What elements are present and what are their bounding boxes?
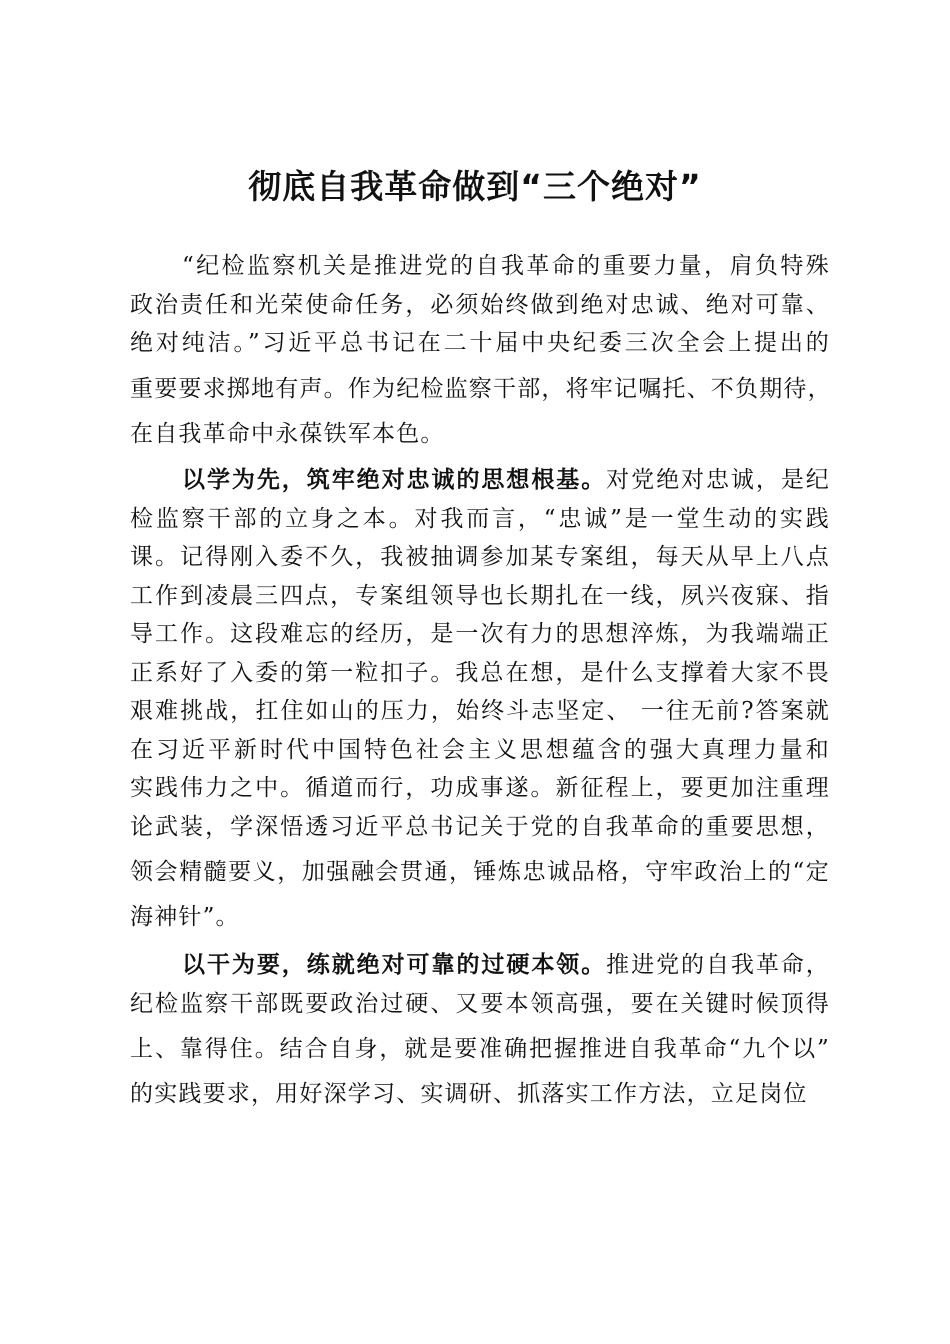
paragraph-line: “纪检监察机关是推进党的自我革命的重要力量，肩负特殊: [182, 253, 830, 279]
paragraph-line: 检监察干部的立身之本。对我而言，“忠诚”是一堂生动的实践: [130, 505, 830, 532]
paragraph-line: 在自我革命中永葆铁军本色。: [130, 420, 445, 447]
paragraph-line: 重要要求掷地有声。作为纪检监察干部，将牢记嘱托、不负期待，: [130, 375, 832, 402]
paragraph-3: [130, 946, 830, 1114]
paragraph-first-line: [130, 946, 830, 985]
paragraph-line: 艰难挑战，扛住如山的压力，始终斗志坚定、 一往无前?答案就: [130, 698, 830, 724]
paragraph-line: 政治责任和光荣使命任务，必须始终做到绝对忠诚、绝对可靠、: [130, 291, 830, 318]
paragraph-line: 导工作。这段难忘的经历，是一次有力的思想淬炼，为我端端正: [130, 621, 830, 647]
paragraph-line: 课。记得刚入委不久，我被抽调参加某专案组，每天从早上八点: [130, 544, 830, 570]
paragraph-line: 纪检监察干部既要政治过硬、又要本领高强，要在关键时候顶得: [130, 990, 830, 1017]
paragraph-first-line: [130, 461, 830, 500]
paragraph-line: 在习近平新时代中国特色社会主义思想蕴含的强大真理力量和: [130, 736, 830, 763]
paragraph-line: 实践伟力之中。循道而行，功成事遂。新征程上，要更加注重理: [130, 775, 830, 801]
paragraph-line: 领会精髓要义，加强融会贯通，锤炼忠诚品格，守牢政治上的“定: [130, 859, 830, 885]
paragraph-lead-heading: 以学为先，筑牢绝对忠诚的思想根基。: [182, 467, 607, 493]
document-title: 彻底自我革命做到“三个绝对”: [248, 167, 702, 206]
paragraph-1: [130, 247, 830, 453]
paragraph-line: 正系好了入委的第一粒扣子。我总在想，是什么支撑着大家不畏: [130, 659, 830, 686]
paragraph-line: 论武装，学深悟透习近平总书记关于党的自我革命的重要思想，: [130, 813, 830, 840]
paragraph-line: 上、靠得住。结合自身，就是要准确把握推进自我革命“九个以”: [130, 1036, 830, 1062]
paragraph-line: 工作到凌晨三四点，专案组领导也长期扎在一线，夙兴夜寐、指: [130, 582, 830, 609]
paragraph-line-text: 对党绝对忠诚，是纪: [606, 467, 830, 493]
paragraph-2: [130, 461, 830, 937]
paragraph-lead-heading: 以干为要，练就绝对可靠的过硬本领。: [182, 952, 607, 978]
paragraph-line-text: 推进党的自我革命，: [606, 952, 830, 978]
paragraph-line: 绝对纯洁。”习近平总书记在二十届中央纪委三次全会上提出的: [130, 330, 830, 356]
paragraph-line: 海神针”。: [130, 904, 240, 930]
paragraph-line: 的实践要求，用好深学习、实调研、抓落实工作方法，立足岗位: [130, 1081, 808, 1107]
